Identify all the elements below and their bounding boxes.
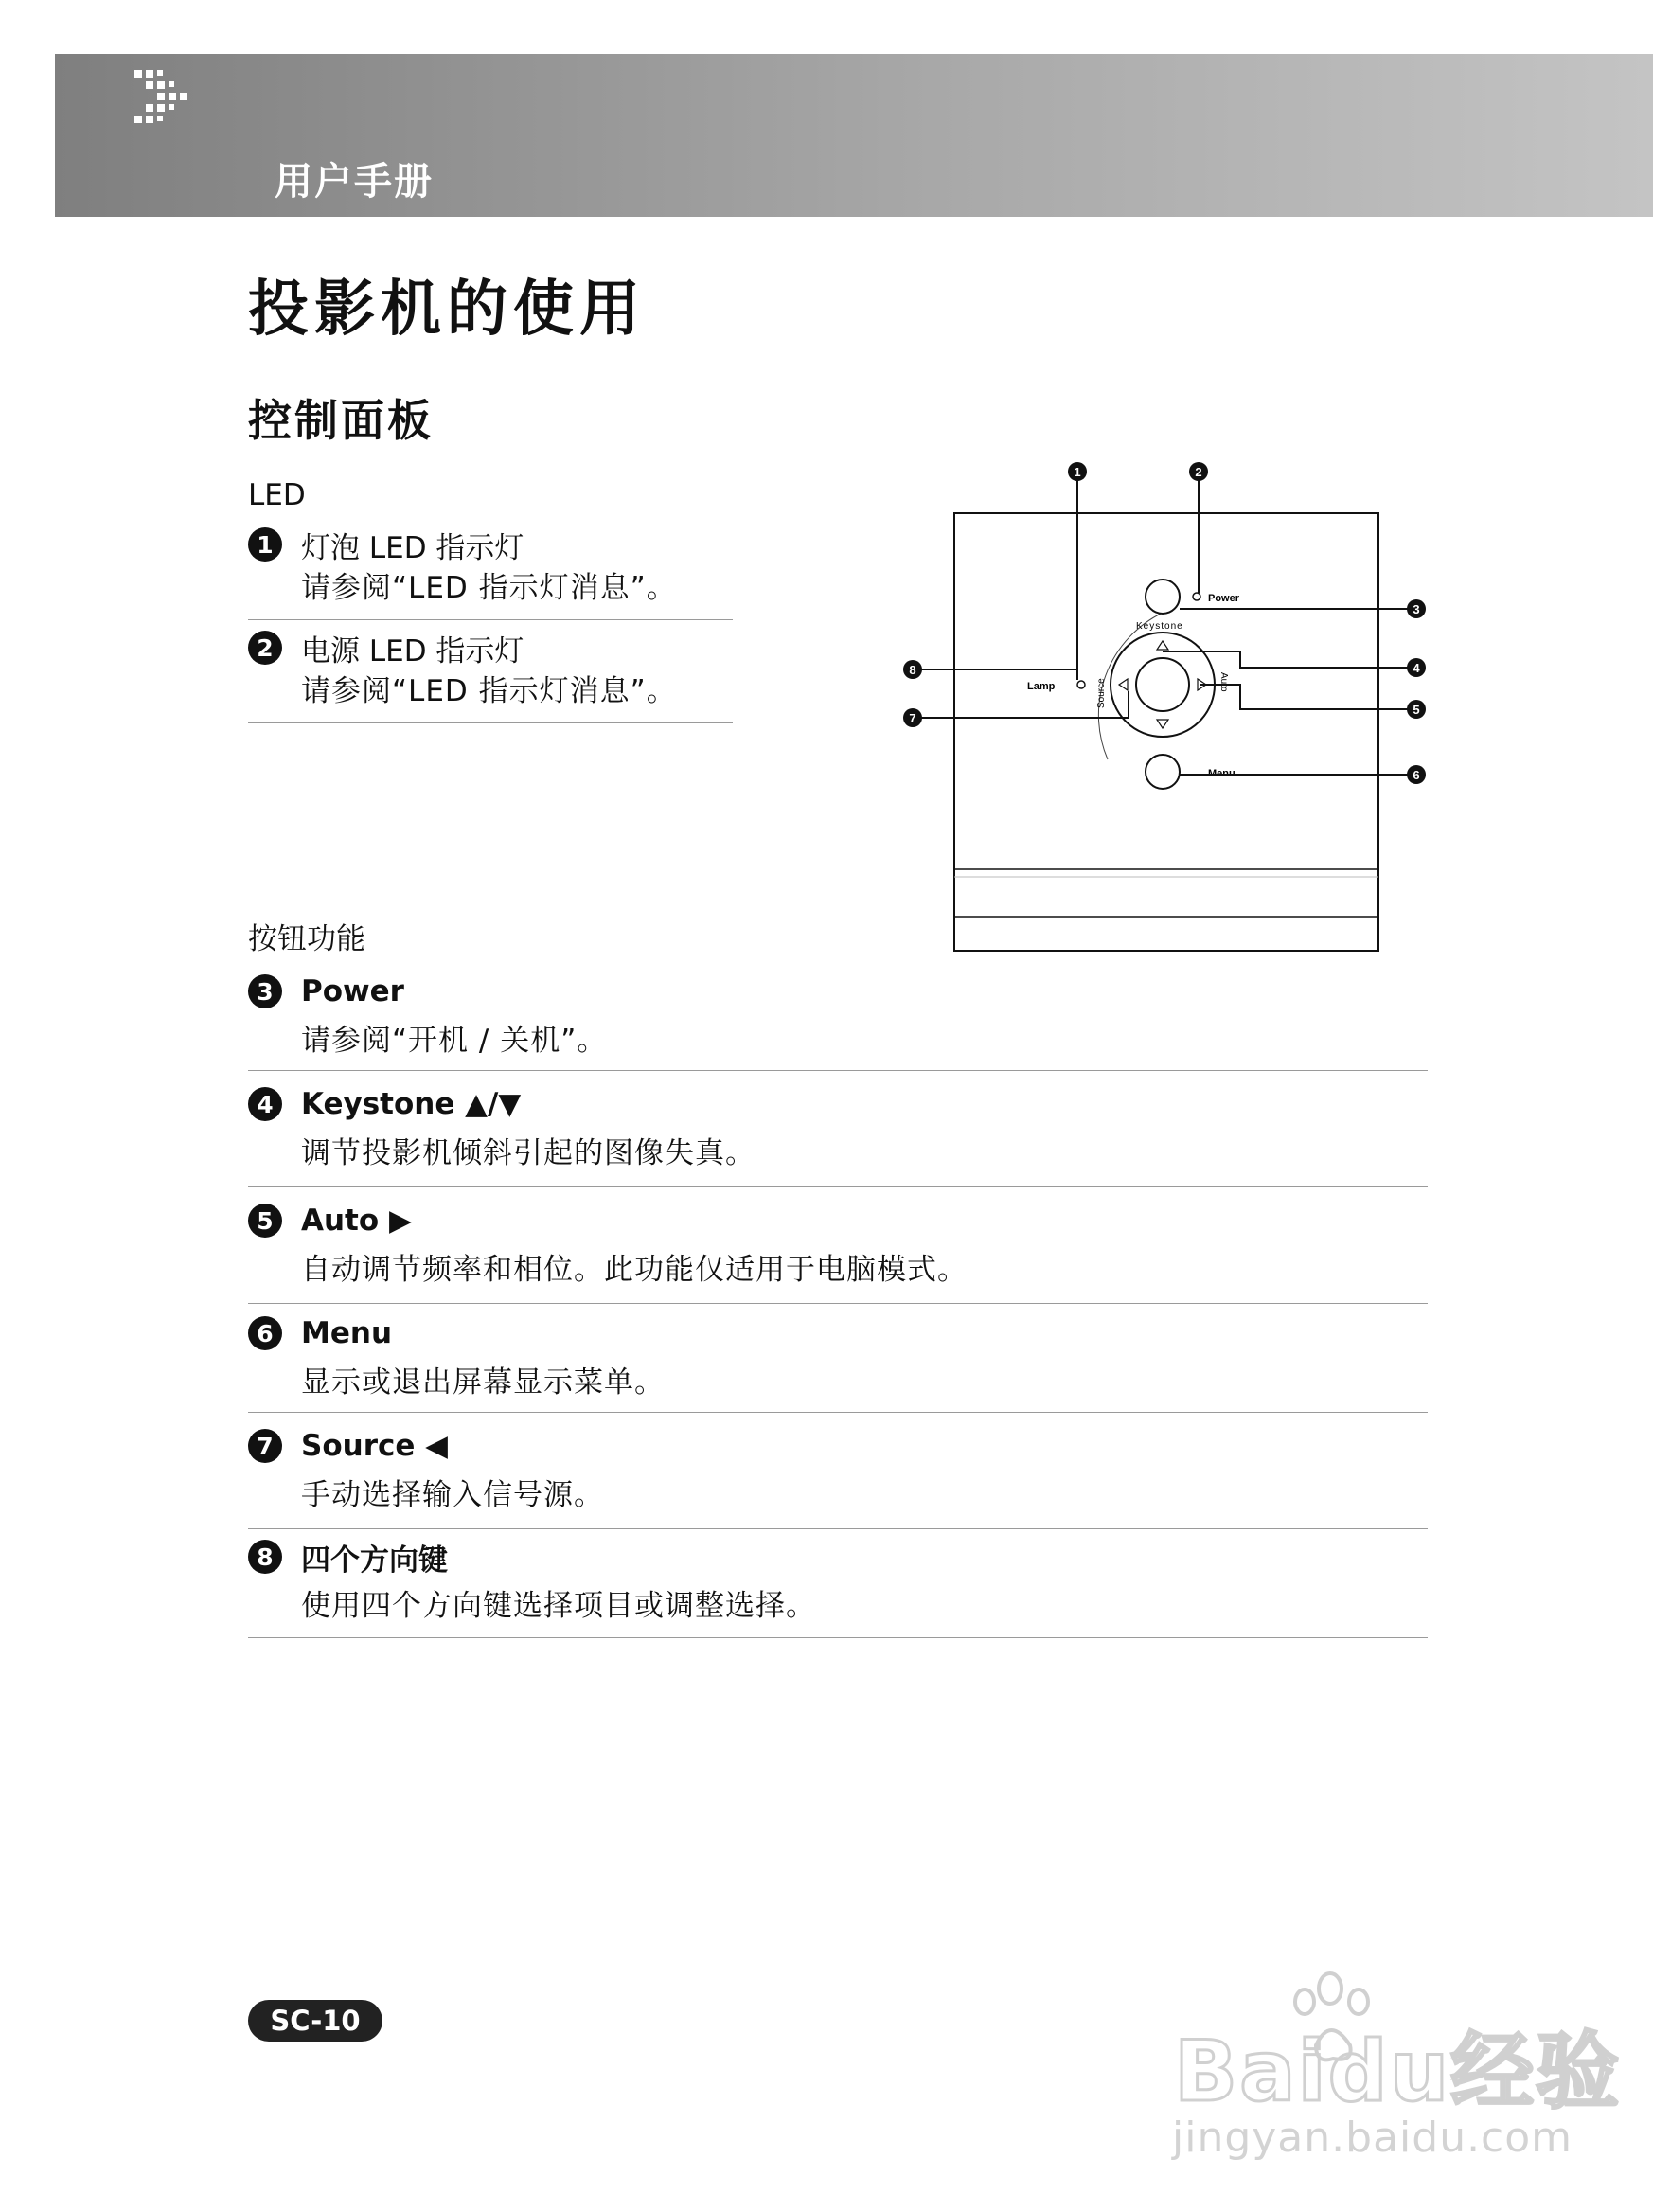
button-item bbox=[248, 1071, 1428, 1187]
button-item-title: Keystone ▲/▼ bbox=[301, 1087, 522, 1121]
button-subhead: 按钮功能 bbox=[248, 922, 365, 956]
button-item-desc: 请参阅“开机 / 关机”。 bbox=[301, 1024, 608, 1058]
led-item-title: 电源 LED 指示灯 bbox=[301, 633, 524, 669]
callout-number-badge: 8 bbox=[248, 1540, 282, 1574]
watermark-url: jingyan.baidu.com bbox=[1172, 2114, 1573, 2162]
button-item bbox=[248, 1529, 1428, 1638]
led-subhead: LED bbox=[248, 478, 306, 512]
menu-label: Menu bbox=[1208, 768, 1235, 779]
callout-number-badge: 4 bbox=[248, 1087, 282, 1121]
chevron-arrows-icon bbox=[133, 68, 193, 125]
button-item-title: 四个方向键 bbox=[301, 1543, 448, 1578]
button-item-title: Menu bbox=[301, 1316, 393, 1350]
callout-number: 7 bbox=[909, 711, 916, 725]
menu-button bbox=[1146, 755, 1180, 789]
led-item-title: 灯泡 LED 指示灯 bbox=[301, 530, 524, 565]
led-item-desc: 请参阅“LED 指示灯消息”。 bbox=[301, 571, 677, 605]
power-label: Power bbox=[1208, 593, 1240, 604]
button-item-title: Power bbox=[301, 974, 404, 1008]
callout-number-badge: 2 bbox=[248, 631, 282, 665]
button-list bbox=[248, 964, 1428, 1638]
callout-number-badge: 3 bbox=[248, 974, 282, 1008]
callout-number: 1 bbox=[1074, 465, 1081, 479]
lamp-label: Lamp bbox=[1027, 681, 1056, 692]
led-list bbox=[248, 517, 733, 723]
button-item bbox=[248, 1413, 1428, 1529]
button-item bbox=[248, 1304, 1428, 1413]
callout-number-badge: 1 bbox=[248, 527, 282, 562]
led-item-desc: 请参阅“LED 指示灯消息”。 bbox=[301, 674, 677, 708]
callout-number: 6 bbox=[1413, 768, 1420, 782]
led-item bbox=[248, 620, 733, 723]
button-item-title: Source ◀ bbox=[301, 1429, 449, 1463]
leader-line-5 bbox=[1200, 685, 1420, 709]
header-title: 用户手册 bbox=[275, 160, 434, 204]
source-label: Source bbox=[1096, 678, 1107, 708]
auto-label: Auto bbox=[1218, 672, 1229, 692]
callout-number: 4 bbox=[1413, 661, 1420, 675]
section-title: 控制面板 bbox=[248, 395, 434, 446]
power-led bbox=[1193, 593, 1200, 600]
button-item bbox=[248, 1187, 1428, 1304]
button-item-desc: 显示或退出屏幕显示菜单。 bbox=[301, 1365, 665, 1400]
keypad-center-button bbox=[1136, 658, 1189, 711]
keystone-label: Keystone bbox=[1136, 621, 1183, 632]
callout-number: 8 bbox=[909, 663, 916, 677]
button-item-desc: 自动调节频率和相位。此功能仅适用于电脑模式。 bbox=[301, 1253, 968, 1287]
page-number-badge: SC-10 bbox=[248, 2000, 382, 2042]
callout-number-badge: 5 bbox=[248, 1204, 282, 1238]
led-item bbox=[248, 517, 733, 620]
callout-number-badge: 7 bbox=[248, 1429, 282, 1463]
lamp-led bbox=[1077, 681, 1085, 688]
button-item-desc: 调节投影机倾斜引起的图像失真。 bbox=[301, 1136, 755, 1170]
button-item-desc: 使用四个方向键选择项目或调整选择。 bbox=[301, 1589, 816, 1623]
power-button bbox=[1146, 580, 1180, 614]
control-panel-diagram bbox=[899, 455, 1449, 966]
button-item-title: Auto ▶ bbox=[301, 1204, 412, 1238]
callout-number: 3 bbox=[1413, 602, 1420, 616]
button-item bbox=[248, 964, 1428, 1071]
page-title: 投影机的使用 bbox=[248, 275, 646, 345]
watermark-brand: Baidu经验 bbox=[1174, 2023, 1622, 2120]
callout-number: 2 bbox=[1195, 465, 1202, 479]
callout-number: 5 bbox=[1413, 703, 1420, 717]
callout-number-badge: 6 bbox=[248, 1316, 282, 1350]
button-item-desc: 手动选择输入信号源。 bbox=[301, 1478, 604, 1512]
